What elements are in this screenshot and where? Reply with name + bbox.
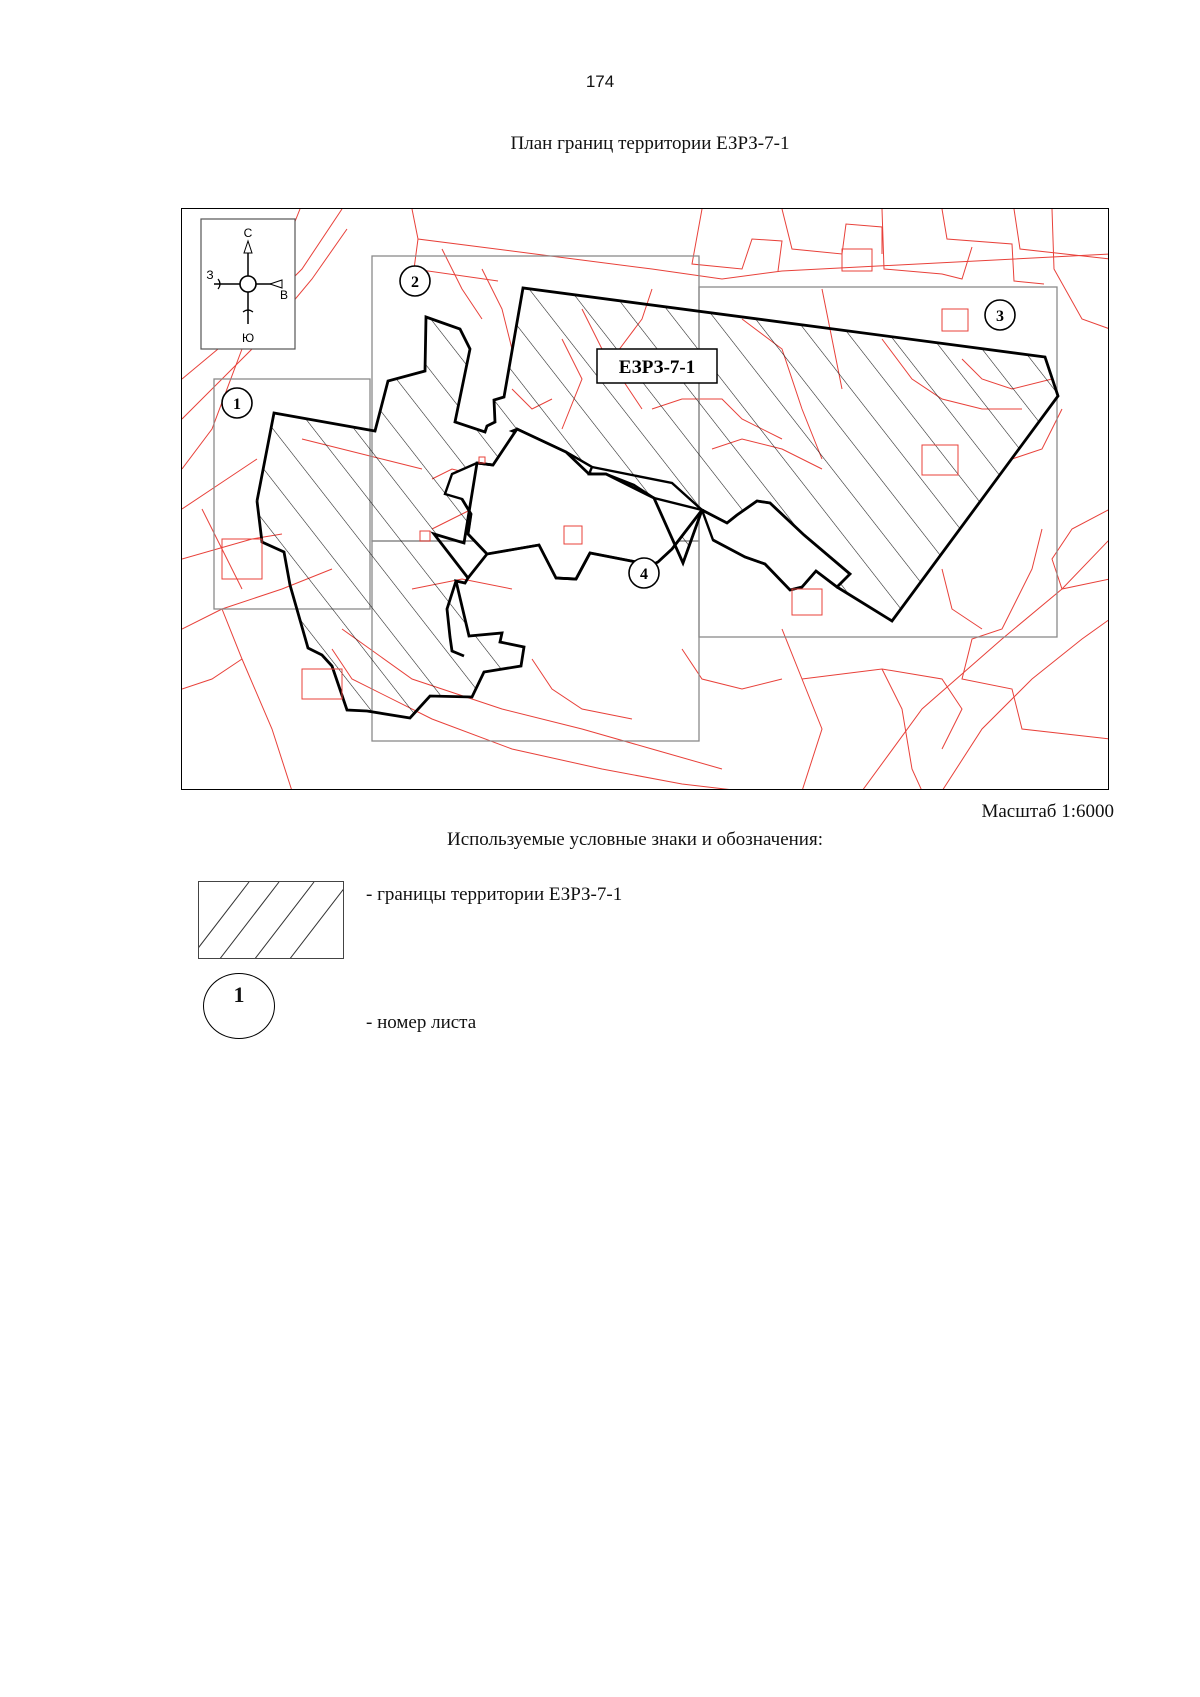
- zone-label-box: [597, 349, 717, 383]
- compass-south: Ю: [241, 331, 255, 345]
- svg-text:3: 3: [996, 308, 1004, 325]
- svg-text:4: 4: [640, 566, 648, 583]
- map-canvas: [182, 209, 1109, 790]
- legend-hatch-label: - границы территории ЕЗРЗ-7-1: [366, 884, 623, 905]
- svg-text:2: 2: [411, 274, 419, 291]
- zone-label: ЕЗРЗ-7-1: [618, 357, 696, 378]
- map-scale: Масштаб 1:6000: [981, 801, 1114, 822]
- sheet-marker-4: [629, 558, 659, 588]
- legend-hatch-symbol: [198, 881, 344, 959]
- page-title: План границ территории ЕЗРЗ-7-1: [510, 133, 790, 154]
- legend-sheet-label: - номер листа: [366, 1012, 477, 1033]
- compass-west: З: [206, 268, 214, 282]
- sheet-marker-2: [400, 266, 430, 296]
- sheet-marker-1: [222, 388, 252, 418]
- legend-sheet-number: 1: [233, 982, 245, 1007]
- sheet-marker-3: [985, 300, 1015, 330]
- compass-north: С: [243, 226, 253, 240]
- svg-text:1: 1: [233, 396, 241, 413]
- compass-east: В: [279, 288, 289, 302]
- compass-center-icon: [240, 276, 256, 292]
- map-frame: [181, 208, 1109, 790]
- compass-rose: [201, 219, 295, 349]
- legend-sheet-circle: [203, 973, 275, 1039]
- page-number: 174: [585, 72, 615, 91]
- legend-heading: Используемые условные знаки и обозначения:: [446, 829, 823, 850]
